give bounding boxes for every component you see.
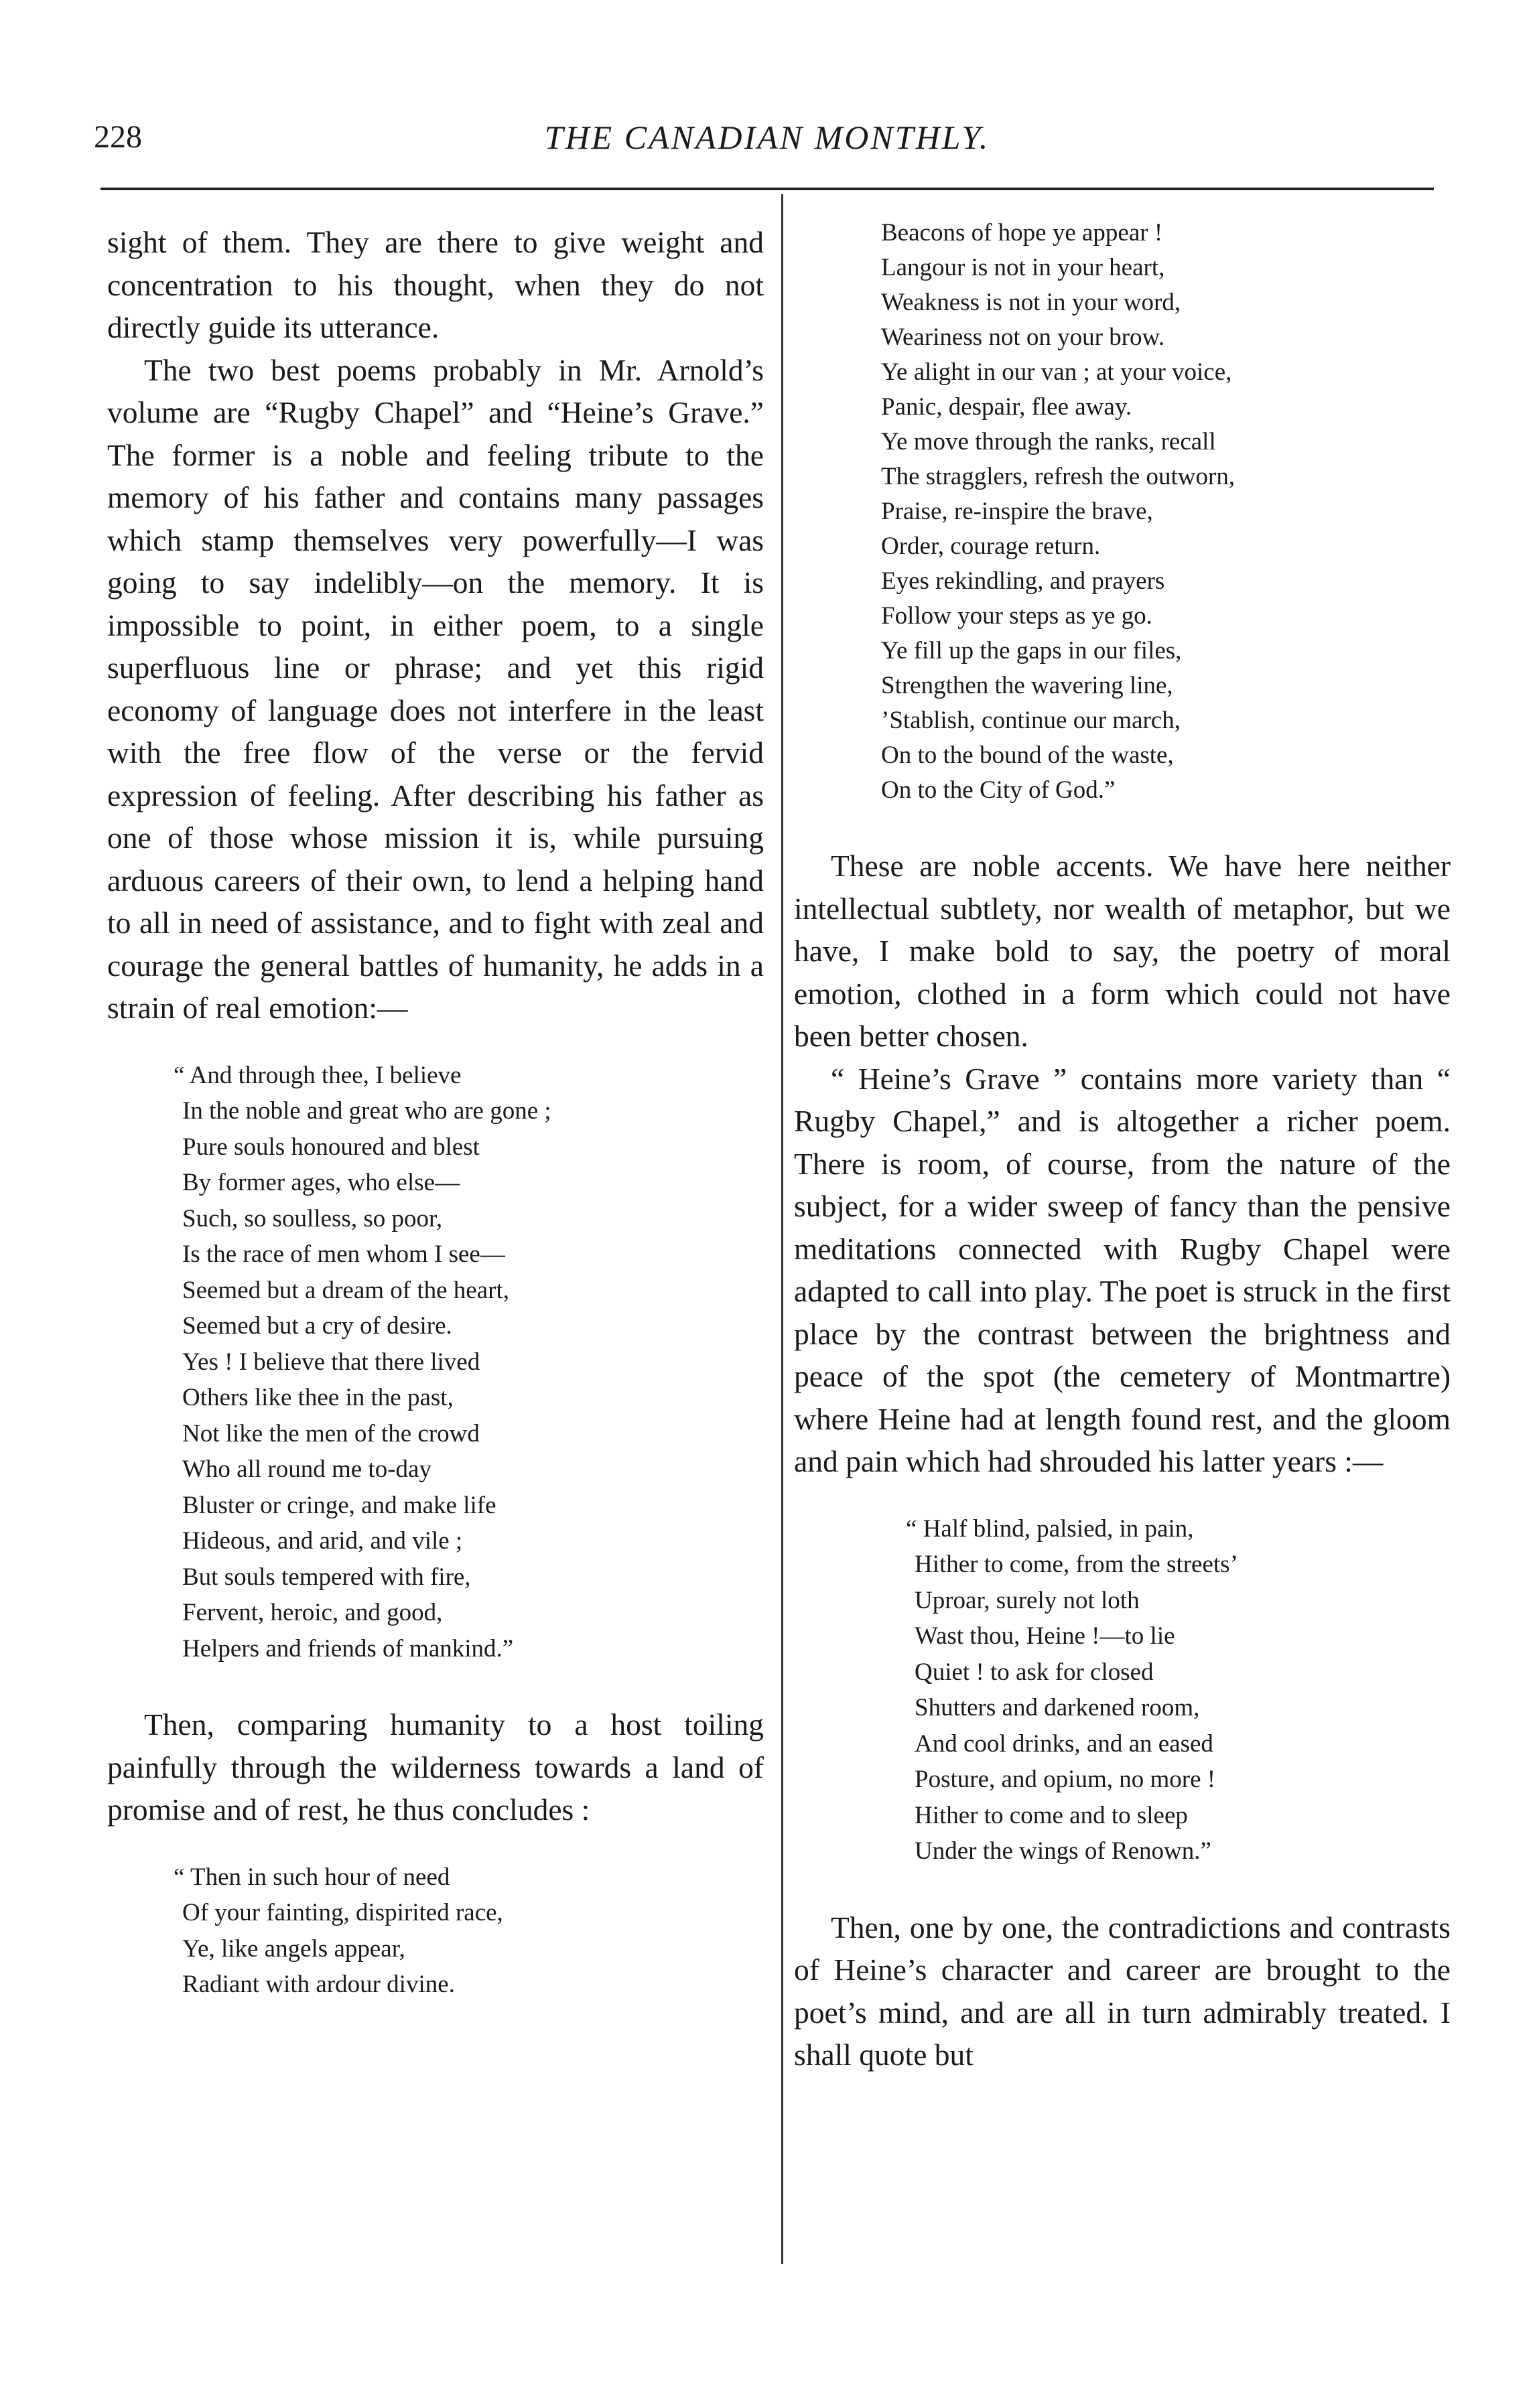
paragraph: Then, comparing humanity to a host toiling painfully through the wilderness towards a land of promise and of rest, he thus concludes : xyxy=(107,1707,764,1827)
verse-line: Eyes rekindling, and prayers xyxy=(881,567,1165,595)
verse-line: Ye fill up the gaps in our files, xyxy=(881,637,1182,664)
verse-line: Hideous, and arid, and vile ; xyxy=(182,1527,463,1555)
verse-line: Ye move through the ranks, recall xyxy=(881,428,1216,455)
verse-line: Pure souls honoured and blest xyxy=(182,1133,480,1161)
verse-line: Under the wings of Renown.” xyxy=(915,1837,1211,1865)
verse-quote xyxy=(174,1859,764,2003)
verse-line: Weariness not on your brow. xyxy=(881,324,1165,351)
verse-line: Shutters and darkened room, xyxy=(915,1694,1200,1721)
verse-line: “ Half blind, palsied, in pain, xyxy=(906,1514,1194,1543)
paragraph: Then, one by one, the contradictions and contrasts of Heine’s character and career are brought to the poet’s mind, and are all in turn admirably treated. I shall quote but xyxy=(794,1910,1451,2072)
paragraph: These are noble accents. We have here neither intellectual subtlety, nor wealth of metaphor, but we have, I make bold to say, the poetry of moral emotion, clothed in a form which could not have been better chosen. xyxy=(794,849,1451,1053)
verse-line: Bluster or cringe, and make life xyxy=(182,1491,496,1519)
verse-line: Follow your steps as ye go. xyxy=(881,602,1152,630)
verse-line: Beacons of hope ye appear ! xyxy=(881,219,1163,246)
verse-line: “ Then in such hour of need xyxy=(174,1863,450,1891)
verse-line: Langour is not in your heart, xyxy=(881,254,1165,281)
verse-quote xyxy=(906,1511,1451,1869)
verse-line: Yes ! I believe that there lived xyxy=(182,1348,480,1376)
page-number: 228 xyxy=(94,119,142,155)
verse-line: Ye alight in our van ; at your voice, xyxy=(881,358,1232,386)
verse-quote xyxy=(881,216,1451,808)
verse-line: ’Stablish, continue our march, xyxy=(881,707,1181,734)
verse-line: Fervent, heroic, and good, xyxy=(182,1599,443,1626)
verse-line: Uproar, surely not loth xyxy=(915,1586,1140,1614)
verse-line: Weakness is not in your word, xyxy=(881,289,1181,316)
verse-line: Seemed but a cry of desire. xyxy=(182,1312,452,1340)
verse-line: Is the race of men whom I see— xyxy=(182,1241,505,1268)
verse-line: Others like thee in the past, xyxy=(182,1384,454,1411)
verse-line: Not like the men of the crowd xyxy=(182,1419,480,1447)
verse-line: Order, courage return. xyxy=(881,533,1101,560)
verse-line: By former ages, who else— xyxy=(182,1169,460,1196)
column-divider xyxy=(781,194,783,2264)
verse-line: On to the City of God.” xyxy=(881,776,1116,804)
verse-line: Ye, like angels appear, xyxy=(182,1934,405,1963)
verse-line: Quiet ! to ask for closed xyxy=(915,1658,1154,1686)
page-header xyxy=(94,114,1441,167)
verse-line: Strengthen the wavering line, xyxy=(881,672,1173,699)
verse-line: Hither to come, from the streets’ xyxy=(915,1551,1238,1578)
header-rule xyxy=(101,188,1434,190)
verse-line: On to the bound of the waste, xyxy=(881,741,1174,769)
verse-line: “ And through thee, I believe xyxy=(174,1061,462,1089)
paragraph: The two best poems probably in Mr. Arnold’s volume are “Rugby Chapel” and “Heine’s Grave.” The former is a noble and feeling tribute to the memory of his father and contains many passages which stamp themselves very powerfully—I was going to say indelibly—on the memory. It is impossible to point, in either poem, to a single superfluous line or phrase; and yet this rigid economy of language does not interfere in the least with the free flow of the verse or the fervid expression of feeling. After describing his father as one of those whose mission it is, while pursuing arduous careers of their own, to lend a helping hand to all in need of assistance, and to fight with zeal and courage the general battles of humanity, he adds in a strain of real emotion:— xyxy=(107,352,764,1025)
paragraph: “ Heine’s Grave ” contains more variety than “ Rugby Chapel,” and is altogether a richer poem. There is room, of course, from the nature of the subject, for a wider sweep of fancy than the pensive meditations connected with Rugby Chapel were adapted to call into play. The poet is struck in the first place by the contrast between the brightness and peace of the spot (the cemetery of Montmartre) where Heine had at length found rest, and the gloom and pain which had shrouded his latter years :— xyxy=(794,1061,1451,1478)
verse-line: But souls tempered with fire, xyxy=(182,1563,471,1591)
verse-line: Panic, despair, flee away. xyxy=(881,393,1132,421)
verse-quote xyxy=(174,1058,764,1667)
verse-line: Hither to come and to sleep xyxy=(915,1801,1188,1829)
left-column xyxy=(107,221,764,2003)
verse-line: Such, so soulless, so poor, xyxy=(182,1204,443,1232)
verse-line: Who all round me to-day xyxy=(182,1456,431,1483)
verse-line: Of your fainting, dispirited race, xyxy=(182,1899,503,1926)
paragraph: sight of them. They are there to give weight and concentration to his thought, when they do not directly guide its utterance. xyxy=(107,225,764,344)
verse-line: Wast thou, Heine !—to lie xyxy=(915,1622,1175,1650)
verse-line: Helpers and friends of mankind.” xyxy=(182,1634,514,1662)
running-title: THE CANADIAN MONTHLY. xyxy=(544,119,990,156)
verse-line: Posture, and opium, no more ! xyxy=(915,1766,1216,1793)
verse-line: Radiant with ardour divine. xyxy=(182,1971,455,1998)
verse-line: And cool drinks, and an eased xyxy=(915,1729,1213,1758)
verse-line: The stragglers, refresh the outworn, xyxy=(881,463,1235,490)
verse-line: In the noble and great who are gone ; xyxy=(182,1097,551,1125)
right-column xyxy=(794,221,1451,2076)
verse-line: Seemed but a dream of the heart, xyxy=(182,1276,509,1304)
verse-line: Praise, re-inspire the brave, xyxy=(881,498,1153,525)
